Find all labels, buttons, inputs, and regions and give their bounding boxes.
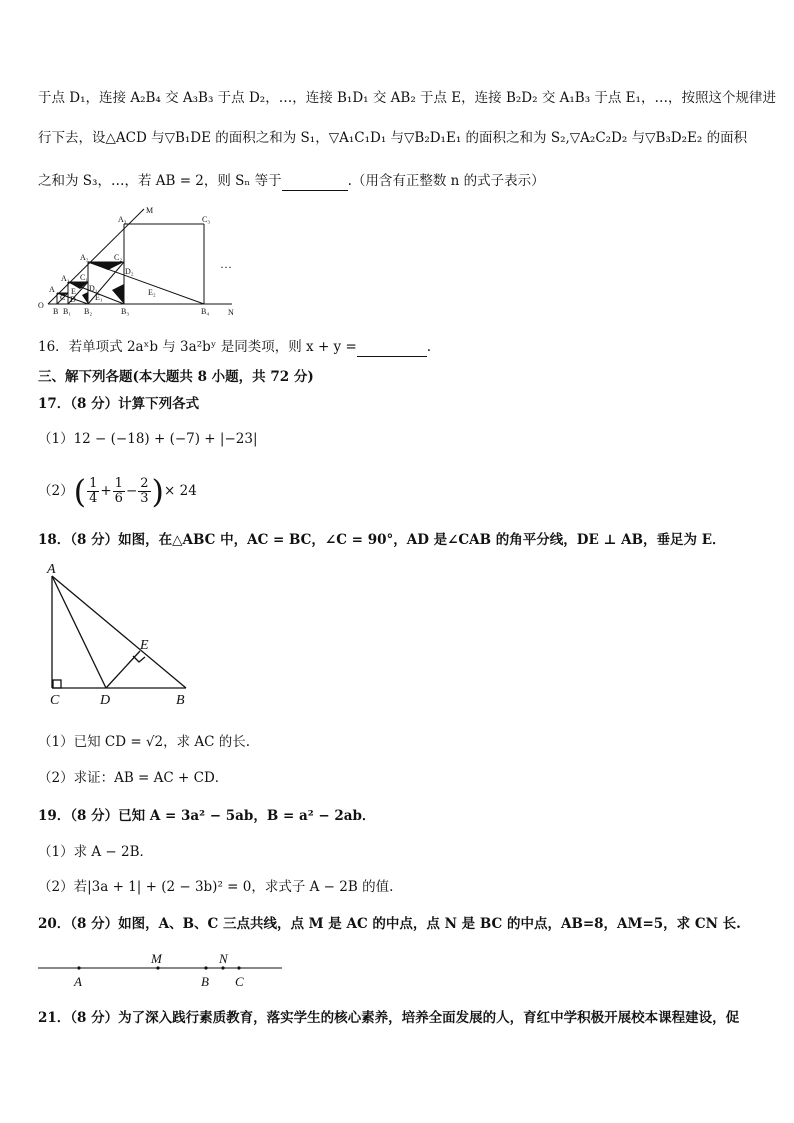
fig15-label-A3: A₃ — [118, 215, 127, 224]
fraction-2-3-den: 3 — [140, 491, 149, 506]
q16-text: 16．若单项式 2aˣb 与 3a²bʸ 是同类项，则 x + y = — [38, 339, 357, 355]
fraction-2-3-num: 2 — [140, 476, 149, 491]
fraction-1-6-den: 6 — [114, 491, 123, 506]
fig18-label-E: E — [140, 638, 149, 653]
q19-part-1: （1）求 A − 2B． — [38, 844, 154, 860]
fig15-label-A1: A₁ — [61, 274, 70, 283]
fig18-label-B: B — [176, 693, 185, 708]
fig15-label-E2: E₂ — [148, 288, 156, 297]
fig15-label-A2: A₂ — [80, 253, 89, 262]
q18-stem: 18．（8 分）如图，在△ABC 中，AC = BC，∠C = 90°，AD 是∠CAB 的角平分线，DE ⊥ AB，垂足为 E． — [38, 532, 726, 548]
q18-figure — [40, 562, 200, 710]
fig15-label-B1: B₁ — [63, 307, 72, 316]
q18-part-1: （1）已知 CD = √2，求 AC 的长. — [38, 734, 251, 750]
fig20-label-A: A — [74, 974, 82, 989]
fraction-1-4-num: 1 — [89, 476, 98, 491]
q18-part-2: （2）求证：AB = AC + CD． — [38, 770, 229, 786]
q15-line-2: 行下去，设△ACD 与▽B₁DE 的面积之和为 S₁，▽A₁C₁D₁ 与▽B₂D₁E₁ 的面积之和为 S₂,▽A₂C₂D₂ 与▽B₃D₂E₂ 的面积 — [38, 130, 748, 146]
fig15-label-M: M — [146, 206, 154, 215]
q19-part-2: （2）若|3a + 1| + (2 − 3b)² = 0，求式子 A − 2B 的值. — [38, 879, 394, 895]
fraction-1-4-den: 4 — [89, 491, 98, 506]
fig15-label-O: O — [38, 301, 44, 310]
fig15-label-B: B — [53, 307, 59, 316]
q17-part-1: （1）12 − (−18) + (−7) + |−23| — [38, 431, 258, 447]
fig15-label-C2: C₂ — [114, 253, 123, 262]
q17-stem: 17．（8 分）计算下列各式 — [38, 396, 200, 412]
fig15-label-B3: B₃ — [121, 307, 130, 316]
q16-tail: . — [426, 339, 432, 355]
fraction-1-6 — [113, 477, 125, 506]
fig18-label-D: D — [100, 693, 111, 708]
q19-stem: 19．（8 分）已知 A = 3a² − 5ab，B = a² − 2ab． — [38, 808, 376, 824]
q17-part-2-label: （2） — [38, 483, 74, 499]
q17-part-2-tail: × 24 — [164, 483, 197, 499]
q15-answer-blank — [282, 174, 348, 191]
fraction-2-3 — [138, 477, 150, 506]
fig15-label-B2: B₂ — [84, 307, 93, 316]
q15-line-3-text: 之和为 S₃，…，若 AB = 2，则 Sₙ 等于 — [38, 173, 282, 189]
fig15-label-E1: E₁ — [95, 293, 103, 302]
q20-figure — [36, 950, 286, 992]
fig15-label-C1: C₁ — [80, 273, 89, 282]
q21-stem: 21．（8 分）为了深入践行素质教育，落实学生的核心素养，培养全面发展的人，育红中学积极开展校本课程建设，促 — [38, 1010, 740, 1026]
fig15-label-B4: B₄ — [201, 307, 210, 316]
q17-part-2: （2）( $\frac{1}{4}$ + $\frac{1}{6}$ − $\frac{2}{3}$ )× 24 — [38, 472, 197, 511]
fig15-ellipsis: … — [220, 257, 232, 271]
left-paren: ( — [73, 472, 87, 511]
fig15-label-C: C — [60, 293, 66, 302]
fig15-label-E: E — [71, 287, 76, 296]
fig15-label-N: N — [228, 308, 234, 317]
q15-figure — [36, 204, 256, 318]
section-3-heading: 三、解下列各题(本大题共 8 小题，共 72 分) — [38, 369, 314, 385]
fig18-label-A: A — [47, 562, 56, 577]
q20-stem: 20．（8 分）如图，A、B、C 三点共线，点 M 是 AC 的中点，点 N 是 BC 的中点，AB=8，AM=5，求 CN 长. — [38, 916, 741, 932]
q15-line-3-tail: .（用含有正整数 n 的式子表示） — [347, 173, 545, 189]
fig15-label-D2: D₂ — [125, 267, 134, 276]
fig15-label-A: A — [49, 285, 55, 294]
fig20-label-B: B — [201, 974, 209, 989]
fig20-label-C: C — [235, 974, 244, 989]
fig15-label-D1: D₁ — [89, 284, 98, 293]
fig18-label-C: C — [50, 693, 60, 708]
q16-line — [38, 337, 431, 357]
right-paren: ) — [151, 472, 165, 511]
fraction-1-4 — [87, 477, 99, 506]
q15-line-1: 于点 D₁，连接 A₂B₄ 交 A₃B₃ 于点 D₂，…，连接 B₁D₁ 交 AB₂ 于点 E，连接 B₂D₂ 交 A₁B₃ 于点 E₁，…，按照这个规律进 — [38, 90, 776, 106]
fraction-1-6-num: 1 — [114, 476, 123, 491]
fig15-label-D: D — [70, 295, 76, 304]
fig15-label-C3: C₃ — [202, 215, 211, 224]
q15-line-3 — [38, 171, 545, 191]
fig20-label-M: M — [151, 951, 162, 966]
q16-answer-blank — [357, 340, 427, 357]
fig20-label-N: N — [219, 951, 228, 966]
